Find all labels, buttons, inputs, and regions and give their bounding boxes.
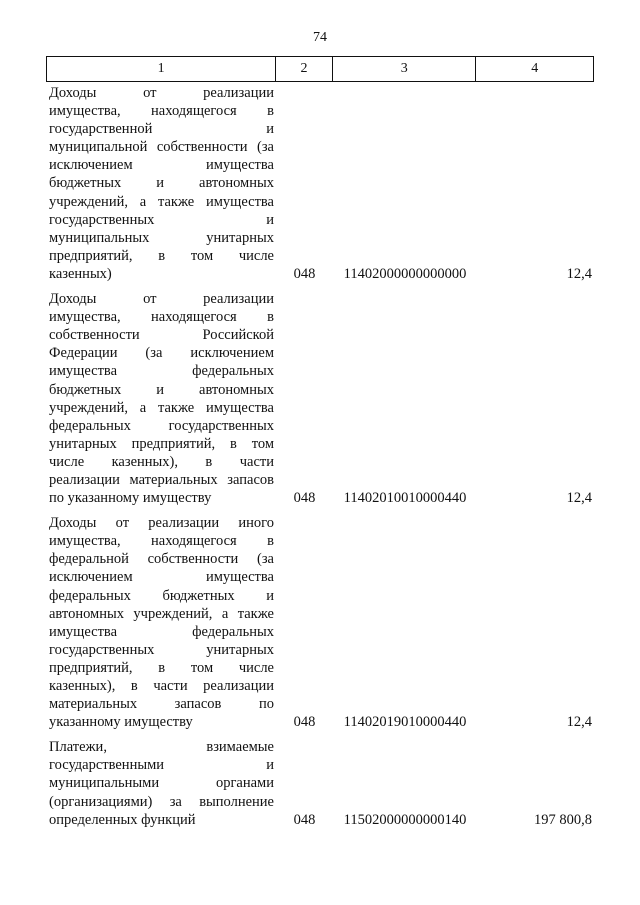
description-line: Доходы от реализации [49,85,274,101]
row-admin-code: 048 [293,714,316,731]
table-body [46,84,594,829]
description-line: по указанному имуществу [49,490,212,507]
description-line: муниципальной собственности (за [49,139,274,156]
description-line: федеральной собственности (за [49,551,274,568]
row-classification-code: 11502000000000140 [343,811,467,828]
row-description [46,514,276,731]
description-line: указанному имуществу [49,714,193,731]
description-line: исключением имущества [49,157,274,174]
description-line: муниципальных унитарных [49,229,274,246]
table-row [46,290,594,507]
description-line: исключением имущества [49,569,274,586]
row-amount: 12,4 [566,490,592,507]
row-amount: 12,4 [566,265,592,282]
row-amount: 197 800,8 [534,811,592,828]
description-line: Федерации (за исключением [49,345,274,362]
description-line: муниципальными органами [49,775,274,792]
row-admin-code: 048 [293,265,316,282]
description-line: государственной и [49,121,274,138]
description-line: материальных запасов по [49,696,274,713]
header-col-2: 2 [276,57,333,81]
row-description [46,84,276,283]
description-line: государственных и [49,211,274,228]
row-description [46,738,276,828]
description-line: государственными и [49,757,274,774]
description-line: Доходы от реализации иного [49,515,274,532]
description-line: имущества, находящегося в [49,533,274,550]
description-line: государственных унитарных [49,641,274,658]
description-line: имущества, находящегося в [49,103,274,120]
description-line: предприятий, в том числе [49,247,274,264]
row-classification-code: 11402019010000440 [343,714,467,731]
row-admin-code: 048 [293,811,316,828]
row-description [46,290,276,507]
description-line: федеральных бюджетных и [49,587,274,604]
description-line: имущества федеральных [49,363,274,380]
description-line: казенных), в части реализации [49,678,274,694]
description-line: определенных функций [49,811,196,828]
revenue-table [46,56,594,829]
description-line: унитарных предприятий, в том [49,435,274,452]
header-col-3: 3 [333,57,476,81]
description-line: учреждений, а также имущества [49,193,274,210]
header-col-1: 1 [47,57,276,81]
description-line: Платежи, взимаемые [49,739,274,756]
description-line: федеральных государственных [49,417,274,434]
page-number: 74 [313,30,327,45]
description-line: собственности Российской [49,327,274,344]
table-row [46,84,594,283]
description-line: казенных) [49,265,112,282]
table-row [46,514,594,731]
description-line: учреждений, а также имущества [49,399,274,416]
description-line: бюджетных и автономных [49,381,274,398]
row-classification-code: 11402000000000000 [343,265,467,282]
description-line: бюджетных и автономных [49,175,274,192]
table-header-row [46,56,594,82]
row-admin-code: 048 [293,490,316,507]
description-line: Доходы от реализации [49,291,274,308]
description-line: имущества, находящегося в [49,309,274,326]
row-amount: 12,4 [566,714,592,731]
description-line: предприятий, в том числе [49,659,274,676]
table-row [46,738,594,828]
description-line: (организациями) за выполнение [49,793,274,810]
description-line: имущества федеральных [49,623,274,640]
description-line: автономных учреждений, а также [49,605,274,622]
description-line: реализации материальных запасов [49,471,274,488]
row-classification-code: 11402010010000440 [343,490,467,507]
description-line: числе казенных), в части [49,453,274,470]
header-col-4: 4 [531,61,539,76]
